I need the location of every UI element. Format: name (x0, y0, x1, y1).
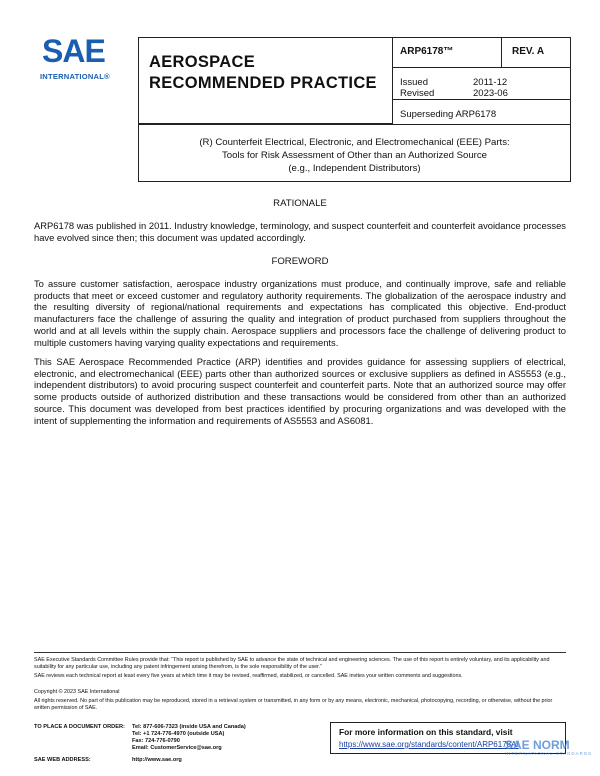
watermark-text: SAE NORM (505, 738, 570, 752)
subtitle-line-2: Tools for Risk Assessment of Other than an Authorized Source (221, 150, 488, 161)
doc-number-cell (392, 37, 502, 68)
rev-label: REV. A (512, 46, 545, 57)
issued-label: Issued (400, 77, 428, 88)
watermark-subtext: INTERNATIONAL STANDARDS (505, 751, 593, 756)
footer-rights: All rights reserved. No part of this publication may be reproduced, stored in a retrieval system or transmitted, in any form or by any means, electronic, mechanical, photocopying, recording, or otherwise, without the prior written permission of SAE. (34, 698, 553, 712)
subtitle-line-1: (R) Counterfeit Electrical, Electronic, and Electromechanical (EEE) Parts: (199, 137, 510, 148)
logo-international-text: INTERNATIONAL® (40, 72, 110, 81)
document-subtitle (138, 124, 571, 182)
fax: Fax: 724-776-0790 (132, 738, 180, 744)
footer-review: SAE reviews each technical report at least every five years at which time it may be revised, reaffirmed, stabilized, or cancelled. SAE invites your written comments and suggestions. (34, 673, 463, 679)
footer-rules: SAE Executive Standards Committee Rules provide that: “This report is published by SAE to advance the state of technical and engineering sciences. The use of this report is entirely voluntary, and its applicability and suitability for any particular use, including any patent infringement arising therefrom, is the sole responsibility of the user.” (34, 657, 550, 671)
more-info-link[interactable]: https://www.sae.org/standards/content/ARP6178A/ (339, 740, 519, 749)
order-contacts (132, 724, 246, 752)
rationale-heading: RATIONALE (273, 198, 327, 209)
revised-label: Revised (400, 88, 435, 99)
rationale-text: ARP6178 was published in 2011. Industry knowledge, terminology, and suspect counterfeit and counterfeit avoidance processes have evolved since then; this document was updated accordingly. (34, 220, 566, 243)
tel-inside: Tel: 877-606-7323 (inside USA and Canada) (132, 724, 246, 730)
title-line-2: RECOMMENDED PRACTICE (149, 74, 377, 92)
title-line-1: AEROSPACE (149, 53, 255, 71)
revised-value: 2023-06 (473, 88, 508, 99)
superseding-text: Superseding ARP6178 (400, 109, 497, 120)
email: Email: CustomerService@sae.org (132, 745, 222, 751)
page-title (149, 52, 377, 94)
title-box (138, 37, 393, 124)
logo-sae-text: SAE (42, 33, 105, 69)
doc-number: ARP6178™ (400, 46, 454, 57)
foreword-paragraph-2: This SAE Aerospace Recommended Practice (ARP) identifies and provides guidance for assessing suppliers of electrical, electronic, and electromechanical (EEE) parts other than authorized sources or exclusive suppliers as defined in AS5553 (e.g., independent distributors) to avoid procuring suspect counterfeit and counterfeit parts. Note that an authorized source may offer some products outside of authorized distribution and these transactions would be considered from other than an authorized source. This document was developed from best practices identified by procuring organizations and was developed with the intent of supplementing the information and requirements of AS5553 and AS6081. (34, 356, 566, 426)
order-label: TO PLACE A DOCUMENT ORDER: (34, 724, 125, 730)
more-info-title: For more information on this standard, visit (339, 727, 513, 737)
rev-cell (501, 37, 571, 68)
footer-copyright: Copyright © 2023 SAE International (34, 689, 120, 695)
dates-cell (392, 67, 571, 100)
web-address[interactable]: http://www.sae.org (132, 757, 182, 763)
tel-outside: Tel: +1 724-776-4970 (outside USA) (132, 731, 225, 737)
subtitle-line-3: (e.g., Independent Distributors) (288, 163, 421, 174)
foreword-paragraph-1: To assure customer satisfaction, aerospace industry organizations must produce, and continually improve, safe and reliable products that meet or exceed customer and regulatory authority requirements. The globalization of the aerospace industry and the resulting diversity of regional/national requirements and expectations has complicated this objective. End-product manufacturers face the challenge of assuring the quality and integration of product purchased from suppliers throughout the world and at all levels within the supply chain. Aerospace suppliers and processors face the challenge of delivering product to multiple customers having varying quality expectations and requirements. (34, 278, 566, 348)
foreword-heading: FOREWORD (271, 256, 329, 267)
issued-value: 2011-12 (473, 77, 508, 88)
sae-logo (38, 35, 122, 87)
footer-divider (34, 652, 566, 653)
superseding-cell (392, 99, 571, 125)
web-label: SAE WEB ADDRESS: (34, 757, 91, 763)
